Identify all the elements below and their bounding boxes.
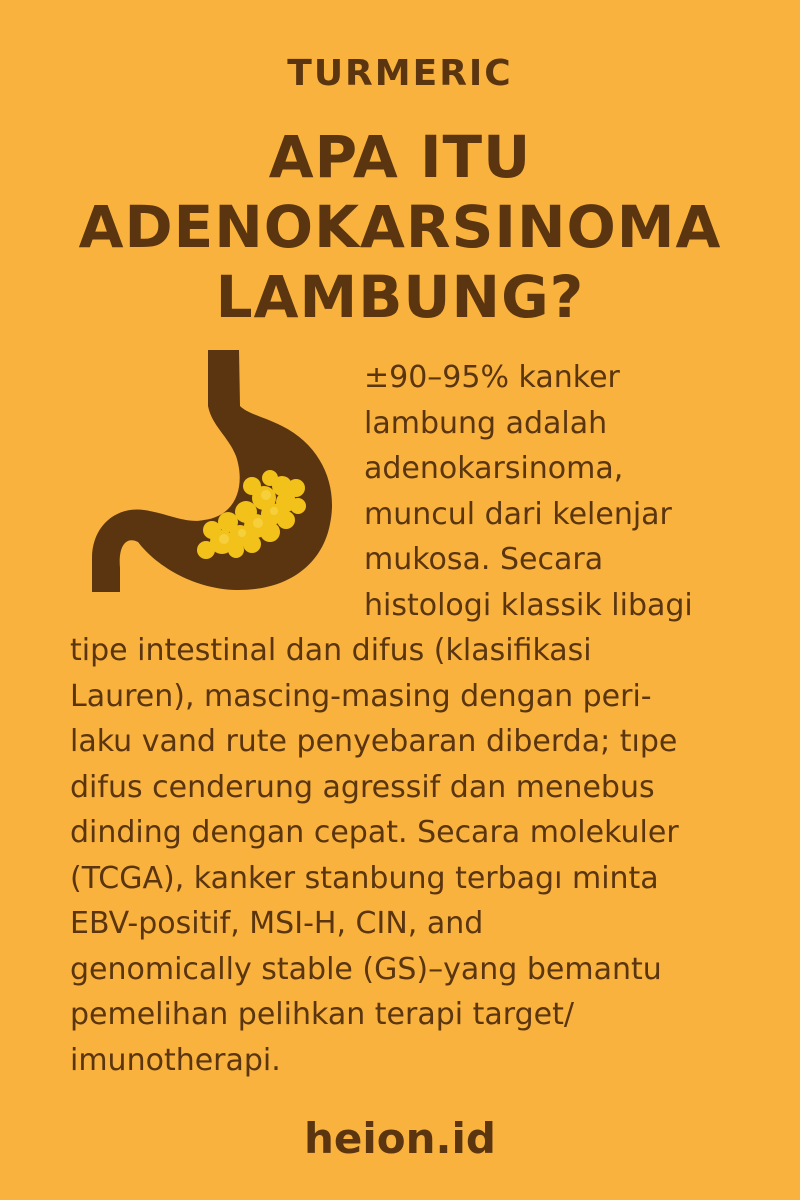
- page-title: [20, 122, 780, 332]
- title-line: ADENOKARSINOMA: [78, 193, 722, 261]
- brand-label: TURMERIC: [287, 53, 513, 94]
- stomach-with-tumor-icon: [86, 346, 336, 596]
- body-paragraph: [70, 628, 780, 1083]
- text-line: tipe intestinal dan difus (klasifikasi: [70, 633, 592, 668]
- text-line: imunotherapi.: [70, 1042, 281, 1078]
- text-line: Lauren), mascing-masing dengan peri-: [70, 678, 652, 714]
- text-line: adenokarsinoma,: [364, 451, 624, 486]
- title-line: LAMBUNG?: [215, 263, 585, 331]
- text-line: lambung adalah: [364, 405, 608, 441]
- title-line: APA ITU: [268, 123, 532, 191]
- intro-paragraph: [364, 355, 784, 628]
- footer-site-name: heion.id: [304, 1114, 496, 1163]
- text-line: laku vand rute penyebaran diberda; tıpe: [70, 724, 678, 759]
- text-line: dinding dengan cepat. Secara molekuler: [70, 815, 679, 850]
- text-line: difus cenderung agressif dan menebus: [70, 769, 655, 805]
- text-line: muncul dari kelenjar: [364, 496, 672, 532]
- text-line: EBV-positif, MSI-H, CIN, and: [70, 906, 484, 941]
- text-line: genomically stable (GS)–yang bemantu: [70, 951, 662, 987]
- text-line: histologi klassik libagi: [364, 587, 693, 623]
- text-line: ±90–95% kanker: [364, 360, 620, 395]
- text-line: pemelihan pelihkan terapi target/: [70, 997, 574, 1032]
- text-line: (TCGA), kanker stanbung terbagı minta: [70, 860, 659, 896]
- text-line: mukosa. Secara: [364, 542, 604, 577]
